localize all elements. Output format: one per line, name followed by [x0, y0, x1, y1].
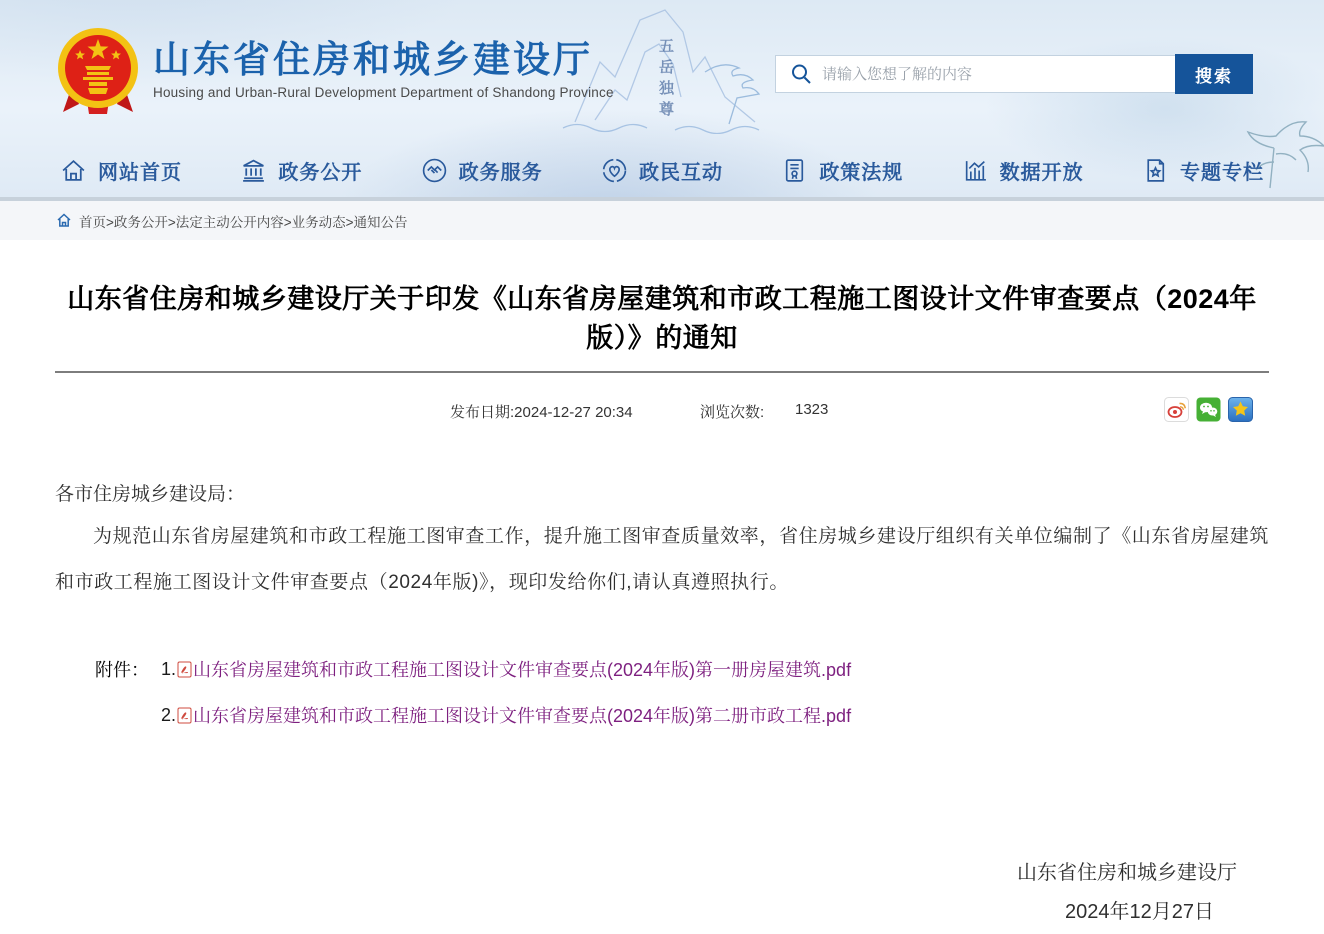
nav-item-label: 专题专栏: [1179, 162, 1264, 184]
article-meta: [55, 397, 1269, 423]
publish-date: 发布日期:2024-12-27 20:34: [450, 404, 633, 421]
government-bank-icon: [240, 157, 267, 184]
article-paragraph: 为规范山东省房屋建筑和市政工程施工图审查工作，提升施工图审查质量效率，省住房城乡建设厅组织有关单位编制了《山东省房屋建筑和市政工程施工图设计文件审查要点（2024年版)》，现印发给你们,请认真遵照执行。: [55, 526, 1270, 593]
pdf-icon: [177, 707, 192, 724]
attachment-row: [95, 646, 1269, 692]
pdf-icon: [177, 661, 192, 678]
attachment-row: [95, 692, 1269, 738]
site-title: 山东省住房和城乡建设厅: [153, 39, 593, 80]
views-label: 浏览次数:: [700, 404, 765, 421]
site-header: [0, 0, 1324, 197]
search-input[interactable]: [822, 56, 1175, 92]
nav-item-interaction[interactable]: [601, 156, 723, 185]
attachments-label: 附件：: [95, 660, 149, 680]
attachment-number: 2.: [161, 704, 177, 725]
views-count: 1323: [795, 401, 829, 418]
title-divider: [55, 371, 1269, 373]
national-emblem-icon: [55, 26, 141, 118]
article-container: [55, 280, 1269, 934]
nav-item-label: 政策法规: [819, 162, 904, 184]
handshake-icon: [421, 157, 448, 184]
nav-item-label: 政民互动: [638, 162, 723, 184]
attachment-number: 1.: [161, 658, 177, 679]
policy-document-icon: [781, 157, 808, 184]
weibo-share-icon[interactable]: [1164, 397, 1189, 422]
site-subtitle: Housing and Urban-Rural Development Department of Shandong Province: [153, 85, 614, 100]
attachment-link-1[interactable]: 山东省房屋建筑和市政工程施工图设计文件审查要点(2024年版)第一册房屋建筑.pdf: [193, 660, 852, 680]
nav-item-label: 政务公开: [278, 162, 363, 184]
nav-item-policies[interactable]: [781, 156, 903, 185]
search-bar: [775, 55, 1253, 93]
signature-org: 山东省住房和城乡建设厅: [1017, 862, 1237, 884]
main-nav: [0, 156, 1324, 185]
qzone-share-icon[interactable]: [1228, 397, 1253, 422]
signature-block: [55, 856, 1269, 934]
heart-interaction-icon: [601, 157, 628, 184]
wechat-share-icon[interactable]: [1196, 397, 1221, 422]
nav-item-gov-services[interactable]: [421, 156, 543, 185]
article-title: 山东省住房和城乡建设厅关于印发《山东省房屋建筑和市政工程施工图设计文件审查要点（2024年版）》的通知: [67, 284, 1257, 353]
signature-date: 2024年12月27日: [1065, 901, 1214, 923]
salutation: 各市住房城乡建设局：: [55, 484, 246, 505]
nav-item-open-data[interactable]: [962, 156, 1084, 185]
nav-item-gov-info[interactable]: [240, 156, 362, 185]
nav-item-label: 网站首页: [98, 162, 182, 184]
data-chart-icon: [962, 157, 989, 184]
home-icon: [56, 213, 72, 228]
nav-item-special-topics[interactable]: [1142, 156, 1264, 185]
home-icon: [60, 157, 87, 184]
attachments-section: [55, 646, 1269, 738]
search-icon: [790, 63, 812, 85]
breadcrumb-bar: [0, 197, 1324, 240]
search-button[interactable]: 搜索: [1175, 54, 1253, 94]
nav-item-label: 数据开放: [999, 162, 1084, 184]
nav-item-home[interactable]: [60, 156, 182, 185]
site-logo: [55, 26, 614, 118]
special-topic-icon: [1142, 157, 1169, 184]
attachment-link-2[interactable]: 山东省房屋建筑和市政工程施工图设计文件审查要点(2024年版)第二册市政工程.pdf: [193, 706, 852, 726]
mountain-inscription: 五岳独尊: [657, 38, 674, 122]
nav-item-label: 政务服务: [458, 162, 543, 184]
share-buttons: [1164, 397, 1253, 422]
breadcrumb[interactable]: 首页>政务公开>法定主动公开内容>业务动态>通知公告: [79, 214, 408, 230]
